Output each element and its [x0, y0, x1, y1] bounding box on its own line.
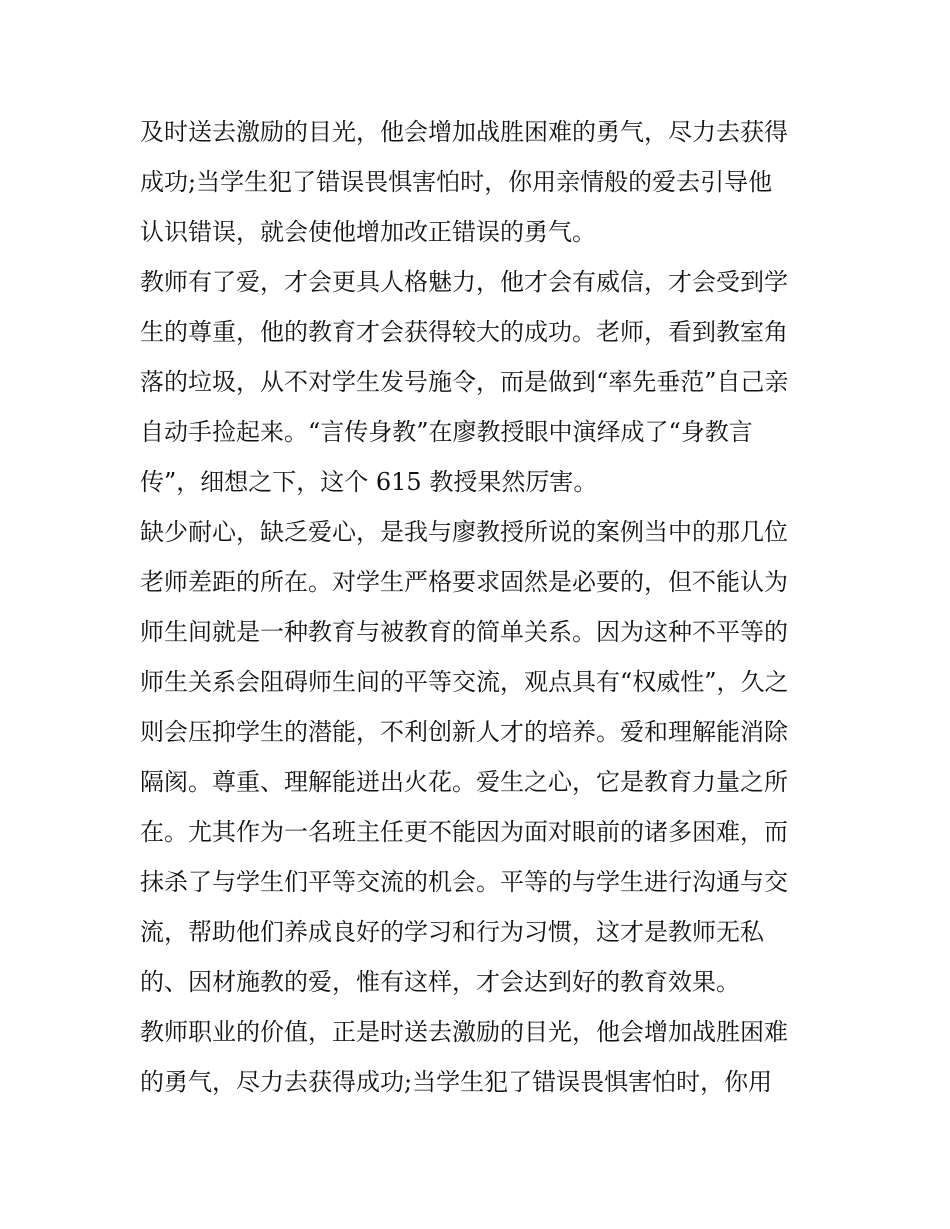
text-line: 师生关系会阻碍师生间的平等交流，观点具有“权威性”，久之	[140, 668, 789, 696]
text-line: 在。尤其作为一名班主任更不能因为面对眼前的诸多困难，而	[140, 818, 788, 846]
text-line: 教师职业的价值，正是时送去激励的目光，他会增加战胜困难	[140, 1018, 788, 1046]
text-line: 落的垃圾，从不对学生发号施令，而是做到“率先垂范”自己亲	[140, 368, 789, 396]
text-line: 流，帮助他们养成良好的学习和行为习惯，这才是教师无私	[140, 918, 764, 946]
text-line: 教师有了爱，才会更具人格魅力，他才会有威信，才会受到学	[140, 268, 788, 296]
text-line: 抹杀了与学生们平等交流的机会。平等的与学生进行沟通与交	[140, 868, 788, 896]
text-line: 隔阂。尊重、理解能迸出火花。爱生之心，它是教育力量之所	[140, 768, 788, 796]
text-line: 缺少耐心，缺乏爱心，是我与廖教授所说的案例当中的那几位	[140, 518, 788, 546]
text-line: 老师差距的所在。对学生严格要求固然是必要的，但不能认为	[140, 568, 788, 596]
text-line: 认识错误，就会使他增加改正错误的勇气。	[140, 218, 596, 246]
document-body	[140, 107, 820, 1107]
text-line: 的、因材施教的爱，惟有这样，才会达到好的教育效果。	[140, 968, 740, 996]
text-line: 及时送去激励的目光，他会增加战胜困难的勇气，尽力去获得	[140, 118, 788, 146]
text-line: 则会压抑学生的潜能，不利创新人才的培养。爱和理解能消除	[140, 718, 788, 746]
text-line: 传”，细想之下，这个 615 教授果然厉害。	[140, 468, 598, 496]
text-line: 师生间就是一种教育与被教育的简单关系。因为这种不平等的	[140, 618, 788, 646]
text-line: 的勇气，尽力去获得成功;当学生犯了错误畏惧害怕时，你用	[140, 1068, 773, 1096]
text-line: 自动手捡起来。“言传身教”在廖教授眼中演绎成了“身教言	[140, 418, 753, 446]
text-line: 成功;当学生犯了错误畏惧害怕时，你用亲情般的爱去引导他	[140, 168, 773, 196]
text-line: 生的尊重，他的教育才会获得较大的成功。老师，看到教室角	[140, 318, 788, 346]
